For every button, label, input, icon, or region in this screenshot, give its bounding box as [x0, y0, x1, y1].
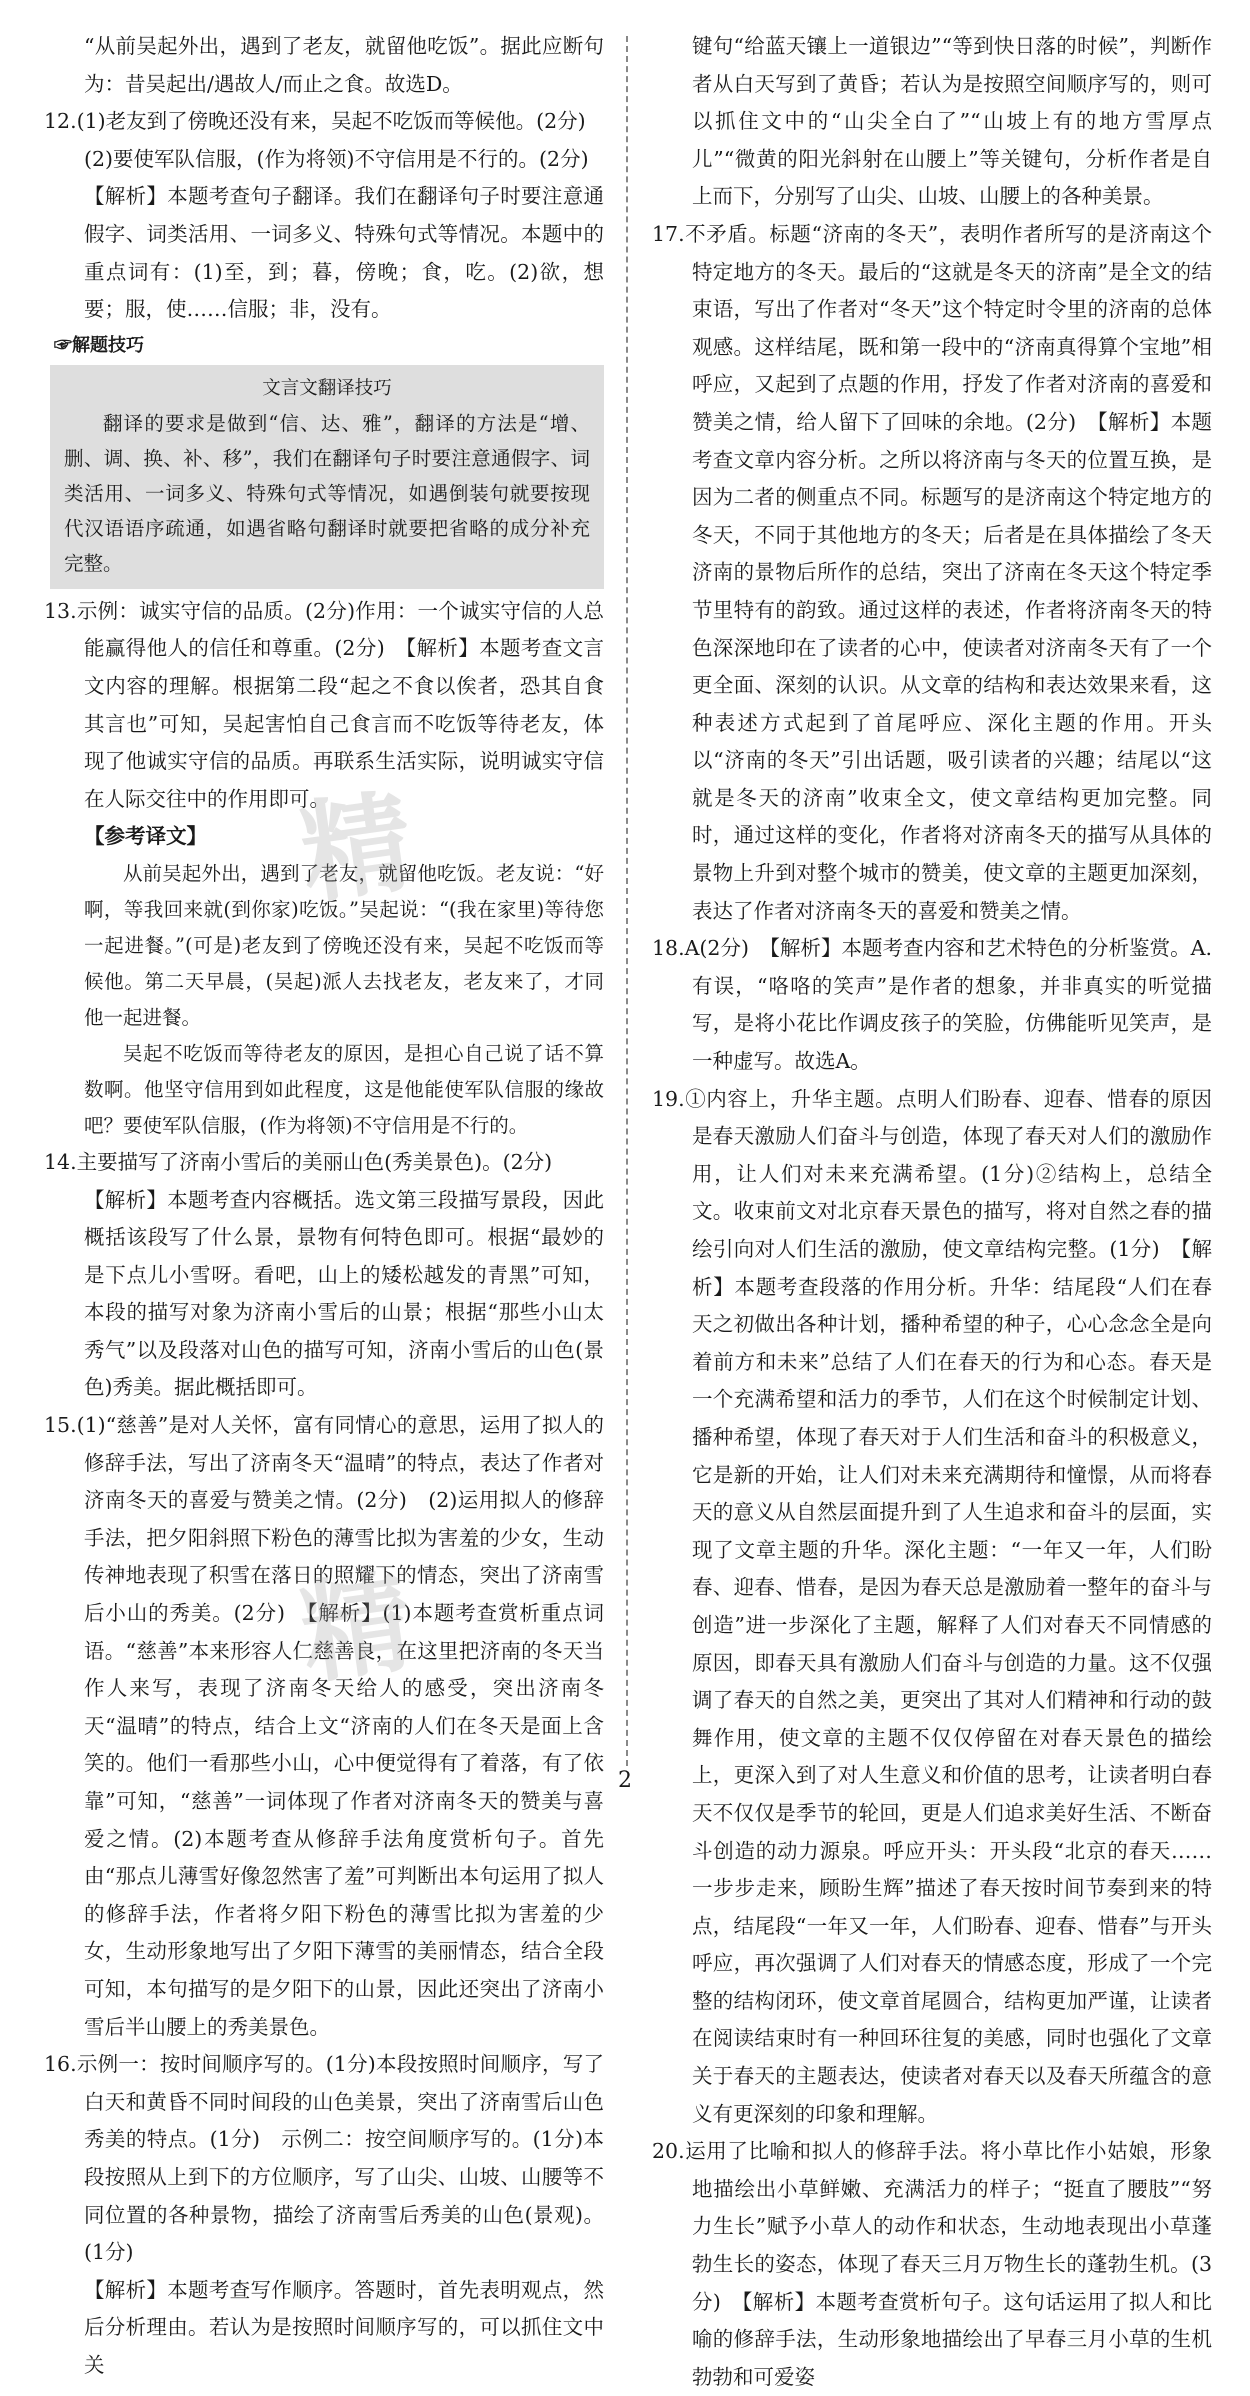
q16-analysis: 【解析】本题考查写作顺序。答题时，首先表明观点，然后分析理由。若认为是按照时间顺序写的，可以抓住文中关: [84, 2277, 604, 2377]
q16-number: 16.: [44, 2052, 77, 2077]
question-15: [44, 1407, 604, 2046]
question-19: [652, 1081, 1212, 2134]
q12-answer-1: (1)老友到了傍晚还没有来，吴起不吃饭而等候他。(2分): [76, 109, 586, 134]
question-18: [652, 930, 1212, 1080]
question-16: [44, 2046, 604, 2384]
q20-text: 运用了比喻和拟人的修辞手法。将小草比作小姑娘，形象地描绘出小草鲜嫩、充满活力的样子；“挺直了腰肢”“努力生长”赋予小草人的动作和状态，生动地表现出小草蓬勃生长的姿态，体现了春天三月万物生长的蓬勃生机。(3分) 【解析】本题考查赏析句子。这句话运用了拟人和比喻的修辞手法，生动形象地描绘出了早春三月小草的生机勃勃和可爱姿: [684, 2139, 1212, 2389]
tips-section: [44, 329, 604, 589]
tips-title: 文言文翻译技巧: [262, 377, 392, 399]
q17-number: 17.: [652, 221, 685, 246]
question-20: [652, 2133, 1212, 2396]
watermark: 精: [292, 776, 424, 920]
page-number: 2: [618, 1768, 632, 1793]
watermark-2: 精: [292, 1556, 424, 1700]
q16-continuation: 键句“给蓝天镶上一道银边”“等到快日落的时候”，判断作者从白天写到了黄昏；若认为是按照空间顺序写的，则可以抓住文中的“山尖全白了”“山坡上有的地方雪厚点儿”“微黄的阳光斜射在山腰上”等关键句，分析作者是自上而下，分别写了山尖、山坡、山腰上的各种美景。: [692, 34, 1212, 209]
q13-text: 示例：诚实守信的品质。(2分)作用：一个诚实守信的人总能赢得他人的信任和尊重。(2分) 【解析】本题考查文言文内容的理解。根据第二段“起之不食以俟者，恐其自食其言也”可知，吴起害怕自己食言而不吃饭等待老友，体现了他诚实守信的品质。再联系生活实际，说明诚实守信在人际交往中的作用即可。: [76, 598, 604, 811]
reference-translation-p2: 吴起不吃饭而等待老友的原因，是担心自己说了话不算数啊。他坚守信用到如此程度，这是他能使军队信服的缘故吧？要使军队信服，(作为将领)不守信用是不行的。: [84, 1041, 604, 1137]
q13-number: 13.: [44, 598, 77, 623]
q19-text: ①内容上，升华主题。点明人们盼春、迎春、惜春的原因是春天激励人们奋斗与创造，体现了春天对人们的激励作用，让人们对未来充满希望。(1分)②结构上，总结全文。收束前文对北京春天景色的描写，将对自然之春的描绘引向对人们生活的激励，使文章结构完整。(1分) 【解析】本题考查段落的作用分析。升华：结尾段“人们在春天之初做出各种计划，播种希望的种子，心心念念全是向着前方和未来”总结了人们在春天的行为和心态。春天是一个充满希望和活力的季节，人们在这个时候制定计划、播种希望，体现了春天对于人们生活和奋斗的积极意义，它是新的开始，让人们对未来充满期待和憧憬，从而将春天的意义从自然层面提升到了人生追求和奋斗的层面，实现了文章主题的升华。深化主题：“一年又一年，人们盼春、迎春、惜春，是因为春天总是激励着一整年的奋斗与创造”进一步深化了主题，解释了人们对春天不同情感的原因，即春天具有激励人们奋斗与创造的力量。这不仅强调了春天的自然之美，更突出了其对人们精神和行动的鼓舞作用，使文章的主题不仅仅停留在对春天景色的描绘上，更深入到了对人生意义和价值的思考，让读者明白春天不仅仅是季节的轮回，更是人们追求美好生活、不断奋斗创造的动力源泉。呼应开头：开头段“北京的春天……一步步走来，顾盼生辉”描述了春天按时间节奏到来的特点，结尾段“一年又一年，人们盼春、迎春、惜春”与开头呼应，再次强调了人们对春天的情感态度，形成了一个完整的结构闭环，使文章首尾圆合，结构更加严谨，让读者在阅读结束时有一种回环往复的美感，同时也强化了文章关于春天的主题表达，使读者对春天以及春天所蕴含的意义有更深刻的印象和理解。: [684, 1086, 1212, 2126]
q14-number: 14.: [44, 1149, 77, 1174]
intro-text: “从前吴起外出，遇到了老友，就留他吃饭”。据此应断句为：昔吴起出/遇故人/而止之食。故选D。: [84, 34, 604, 96]
tips-heading: ☞解题技巧: [54, 334, 144, 356]
left-column: [44, 28, 604, 2385]
question-13: [44, 593, 604, 1144]
q14-text: 主要描写了济南小雪后的美丽山色(秀美景色)。(2分): [76, 1149, 553, 1174]
q14-analysis: 【解析】本题考查内容概括。选文第三段描写景段，因此概括该段写了什么景，景物有何特色即可。根据“最妙的是下点儿小雪呀。看吧，山上的矮松越发的青黑”可知，本段的描写对象为济南小雪后的山景；根据“那些小山太秀气”以及段落对山色的描写可知，济南小雪后的山色(景色)秀美。据此概括即可。: [84, 1187, 604, 1400]
column-divider: [626, 36, 628, 1766]
q18-number: 18.: [652, 936, 685, 961]
reference-translation-p1: 从前吴起外出，遇到了老友，就留他吃饭。老友说：“好啊，等我回来就(到你家)吃饭。”吴起说：“(我在家里)等待您一起进餐。”(可是)老友到了傍晚还没有来，吴起不吃饭而等候他。第二天早晨，(吴起)派人去找老友，老友来了，才同他一起进餐。: [84, 861, 604, 1029]
q15-number: 15.: [44, 1413, 77, 1438]
q19-number: 19.: [652, 1086, 685, 1111]
q12-number: 12.: [44, 109, 77, 134]
q16-text: 示例一：按时间顺序写的。(1分)本段按照时间顺序，写了白天和黄昏不同时间段的山色美景，突出了济南雪后山色秀美的特点。(1分) 示例二：按空间顺序写的。(1分)本段按照从上到下的方位顺序，写了山尖、山坡、山腰等不同位置的各种景物，描绘了济南雪后秀美的山色(景观)。(1分): [76, 2052, 604, 2265]
q18-text: A(2分) 【解析】本题考查内容和艺术特色的分析鉴赏。A.有误，“咯咯的笑声”是作者的想象，并非真实的听觉描写，是将小花比作调皮孩子的笑脸，仿佛能听见笑声，是一种虚写。故选A。: [684, 936, 1212, 1074]
right-column: [652, 28, 1212, 2396]
q12-analysis: 【解析】本题考查句子翻译。我们在翻译句子时要注意通假字、词类活用、一词多义、特殊句式等情况。本题中的重点词有：(1)至，到；暮，傍晚；食，吃。(2)欲，想要；服，使……信服；非，没有。: [84, 184, 604, 322]
question-12: [44, 103, 604, 329]
question-14: [44, 1144, 604, 1407]
q17-text: 不矛盾。标题“济南的冬天”，表明作者所写的是济南这个特定地方的冬天。最后的“这就是冬天的济南”是全文的结束语，写出了作者对“冬天”这个特定时令里的济南的总体观感。这样结尾，既和第一段中的“济南真得算个宝地”相呼应，又起到了点题的作用，抒发了作者对济南的喜爱和赞美之情，给人留下了回味的余地。(2分) 【解析】本题考查文章内容分析。之所以将济南与冬天的位置互换，是因为二者的侧重点不同。标题写的是济南这个特定地方的冬天，不同于其他地方的冬天；后者是在具体描绘了冬天济南的景物后所作的总结，突出了济南在冬天这个特定季节里特有的韵致。通过这样的表述，作者将济南冬天的特色深深地印在了读者的心中，使读者对济南冬天有了一个更全面、深刻的认识。从文章的结构和表达效果来看，这种表述方式起到了首尾呼应、深化主题的作用。开头以“济南的冬天”引出话题，吸引读者的兴趣；结尾以“这就是冬天的济南”收束全文，使文章结构更加完整。同时，通过这样的变化，作者将对济南冬天的描写从具体的景物上升到对整个城市的赞美，使文章的主题更加深刻，表达了作者对济南冬天的喜爱和赞美之情。: [684, 221, 1212, 923]
question-17: [652, 216, 1212, 930]
tips-box: [50, 365, 604, 589]
q12-answer-2: (2)要使军队信服，(作为将领)不守信用是不行的。(2分): [84, 146, 589, 171]
tips-body: 翻译的要求是做到“信、达、雅”，翻译的方法是“增、删、调、换、补、移”，我们在翻译句子时要注意通假字、词类活用、一词多义、特殊句式等情况，如遇倒装句就要按现代汉语语序疏通，如遇省略句翻译时就要把省略的成分补充完整。: [64, 411, 590, 575]
q15-text: (1)“慈善”是对人关怀，富有同情心的意思，运用了拟人的修辞手法，写出了济南冬天“温晴”的特点，表达了作者对济南冬天的喜爱与赞美之情。(2分) (2)运用拟人的修辞手法，把夕阳斜照下粉色的薄雪比拟为害羞的少女，生动传神地表现了积雪在落日的照耀下的情态，突出了济南雪后小山的秀美。(2分) 【解析】(1)本题考查赏析重点词语。“慈善”本来形容人仁慈善良，在这里把济南的冬天当作人来写，表现了济南冬天给人的感受，突出济南冬天“温晴”的特点，结合上文“济南的人们在冬天是面上含笑的。他们一看那些小山，心中便觉得有了着落，有了依靠”可知，“慈善”一词体现了作者对济南冬天的赞美与喜爱之情。(2)本题考查从修辞手法角度赏析句子。首先由“那点儿薄雪好像忽然害了羞”可判断出本句运用了拟人的修辞手法，作者将夕阳下粉色的薄雪比拟为害羞的少女，生动形象地写出了夕阳下薄雪的美丽情态，结合全段可知，本句描写的是夕阳下的山景，因此还突出了济南小雪后半山腰上的秀美景色。: [76, 1413, 604, 2039]
q20-number: 20.: [652, 2139, 685, 2164]
reference-translation-heading: 【参考译文】: [84, 824, 207, 849]
